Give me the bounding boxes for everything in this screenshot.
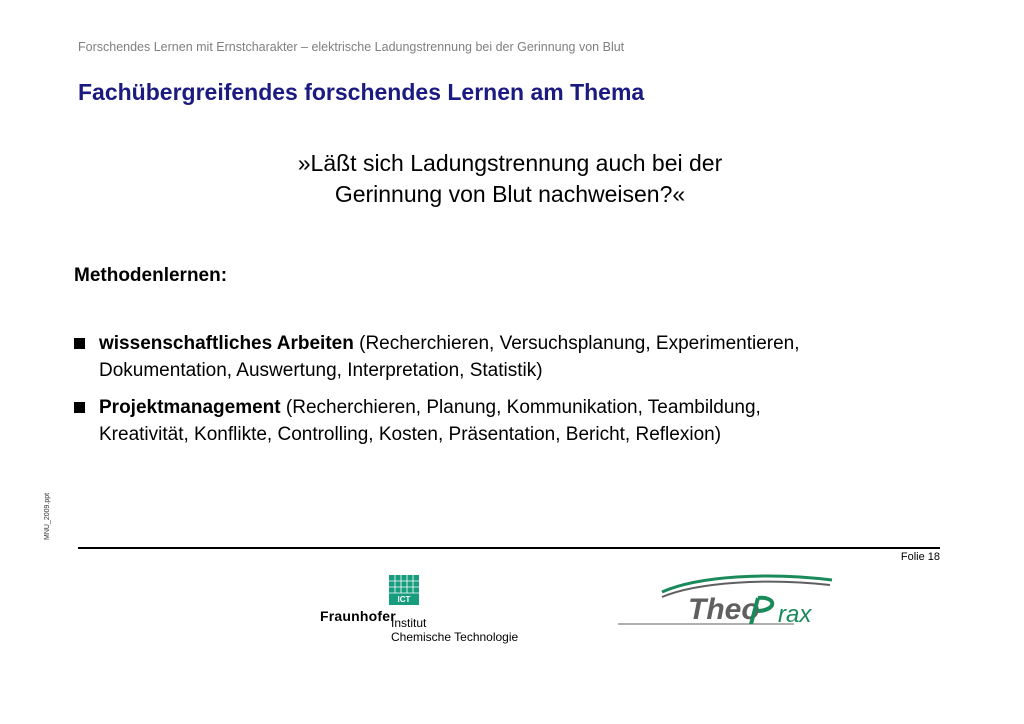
- institute-line-2: Chemische Technologie: [391, 630, 519, 644]
- theoprax-part-1: Theo: [688, 593, 760, 626]
- bullet-square-icon: [74, 338, 85, 349]
- fraunhofer-wordmark: Fraunhofer: [320, 608, 396, 624]
- ict-logo-icon: [389, 575, 419, 605]
- bullet-detail: (Recherchieren, Versuchsplanung, Experimentieren, Dokumentation, Auswertung, Interpretation, Statistik): [99, 333, 800, 381]
- fraunhofer-ict-logo: [318, 575, 528, 650]
- presentation-subtitle: Forschendes Lernen mit Ernstcharakter – elektrische Ladungstrennung bei der Gerinnung von Blut: [78, 40, 625, 54]
- theoprax-part-2: rax: [778, 601, 812, 628]
- section-heading: Methodenlernen:: [74, 265, 228, 286]
- institute-line-1: Institut: [391, 616, 427, 630]
- bullet-square-icon: [74, 402, 85, 413]
- slide-title: Fachübergreifendes forschendes Lernen am Thema: [78, 79, 645, 105]
- bullet-bold-term: wissenschaftliches Arbeiten: [99, 333, 354, 354]
- bullet-item: [74, 394, 834, 448]
- slide-number: Folie 18: [900, 551, 940, 563]
- footer-divider: [78, 547, 940, 549]
- research-question: [200, 148, 820, 210]
- question-line-1: »Läßt sich Ladungstrennung auch bei der: [297, 150, 723, 176]
- bullet-item: [74, 330, 834, 384]
- theoprax-logo: [618, 570, 838, 630]
- bullet-list: [74, 330, 834, 458]
- bullet-bold-term: Projektmanagement: [99, 397, 281, 418]
- question-line-2: Gerinnung von Blut nachweisen?«: [334, 181, 686, 207]
- ict-mark-text: ICT: [397, 595, 411, 604]
- file-name-label: MNU_2009.ppt: [44, 492, 51, 540]
- institute-name: [391, 616, 518, 644]
- bullet-detail: (Recherchieren, Planung, Kommunikation, Teambildung, Kreativität, Konflikte, Controlling, Kosten, Präsentation, Bericht, Reflexion): [99, 397, 761, 445]
